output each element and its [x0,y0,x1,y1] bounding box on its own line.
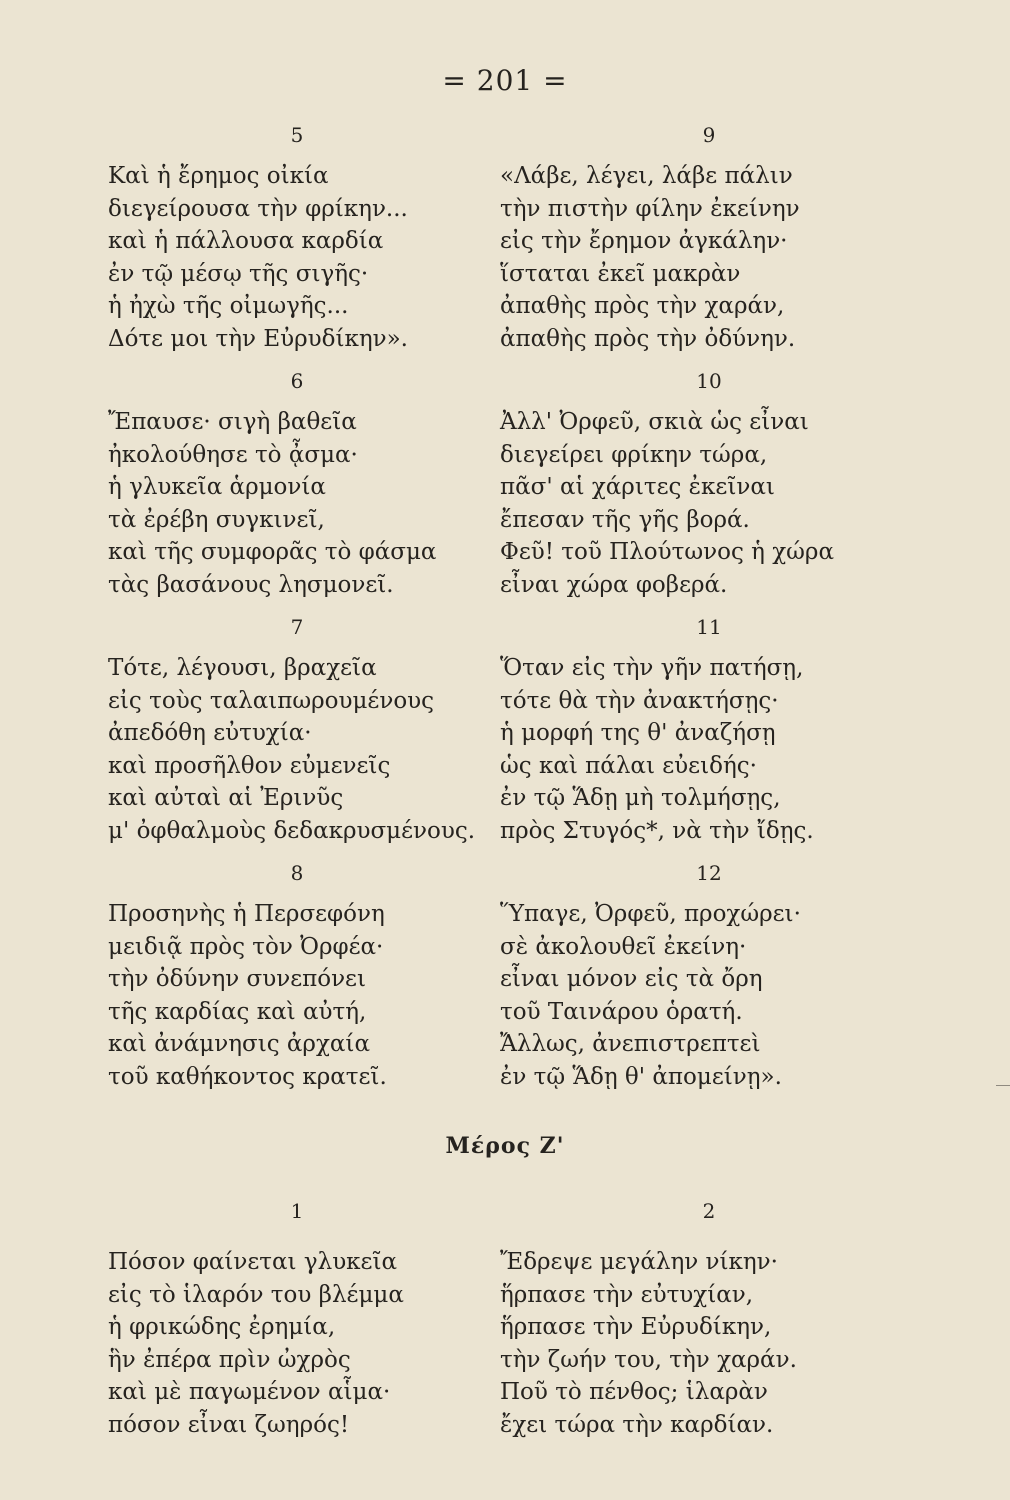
verse-line: τοῦ Ταινάρου ὁρατή. [500,998,743,1025]
stanza-number: 7 [290,615,304,639]
verse-line: ἡ ἠχὼ τῆς οἰμωγῆς... [108,293,349,319]
page-edge-mark [996,1085,1010,1086]
verse-line: Ἄλλως, ἀνεπιστρεπτεὶ [500,1031,761,1057]
verse-line: Ποῦ τὸ πένθος; ἱλαρὰν [500,1379,768,1405]
stanza-number: 9 [702,123,716,147]
verse-line: διεγείρει φρίκην τώρα, [500,441,768,468]
stanza [500,120,890,355]
stanza-number: 10 [696,369,722,393]
stanza-number: 6 [290,369,304,393]
verse-line: Ἔπαυσε· σιγὴ βαθεῖα [108,409,357,435]
verse-line: Ὅταν εἰς τὴν γῆν πατήσῃ, [500,655,804,681]
verse-line: τοῦ καθήκοντος κρατεῖ. [108,1063,387,1090]
verse-line: ἔπεσαν τῆς γῆς βορά. [500,506,750,533]
stanza-verse [500,160,890,355]
verse-line: ἥρπασε τὴν Εὐρυδίκην, [500,1314,772,1340]
verse-line: ἡ μορφή της θ' ἀναζήσῃ [500,720,776,746]
verse-line: «Λάβε, λέγει, λάβε πάλιν [500,163,793,189]
stanza [108,1196,498,1441]
verse-line: Καὶ ἡ ἔρημος οἰκία [108,163,329,189]
verse-line: ἥρπασε τὴν εὐτυχίαν, [500,1281,754,1308]
verse-line: ἣν ἐπέρα πρὶν ὠχρὸς [108,1346,351,1373]
verse-line: Φεῦ! τοῦ Πλούτωνος ἡ χώρα [500,539,834,565]
stanza-verse [108,406,498,601]
verse-line: τὴν πιστὴν φίλην ἐκείνην [500,195,800,222]
verse-line: Δότε μοι τὴν Εὐρυδίκην». [108,325,408,352]
verse-line: ἀπαθὴς πρὸς τὴν ὀδύνην. [500,325,796,352]
part-heading: Μέρος Ζ' [445,1133,565,1159]
verse-line: Πόσον φαίνεται γλυκεῖα [108,1249,398,1275]
verse-line: διεγείρουσα τὴν φρίκην... [108,195,408,222]
verse-line: Τότε, λέγουσι, βραχεῖα [108,655,377,681]
verse-line: τῆς καρδίας καὶ αὐτή, [108,998,367,1025]
stanza [108,612,498,847]
stanza-number: 5 [290,123,304,147]
verse-line: πόσον εἶναι ζωηρός! [108,1411,350,1438]
verse-line: ἵσταται ἐκεῖ μακρὰν [500,260,741,287]
verse-line: εἰς τὸ ἱλαρόν του βλέμμα [108,1281,404,1308]
stanza-number: 12 [696,861,722,885]
verse-line: ἀπεδόθη εὐτυχία· [108,720,312,746]
verse-line: ἡ γλυκεῖα ἁρμονία [108,474,326,500]
verse-line: καὶ ἡ πάλλουσα καρδία [108,228,384,254]
stanza-verse [108,652,498,847]
verse-line: τότε θὰ τὴν ἀνακτήσῃς· [500,687,779,714]
stanza-verse [500,406,890,601]
stanza [500,1196,890,1441]
verse-line: τὴν ὀδύνην συνεπόνει [108,966,366,992]
stanza-number: 1 [290,1199,304,1223]
stanza-verse [500,898,890,1093]
verse-line: μειδιᾷ πρὸς τὸν Ὀρφέα· [108,933,384,960]
verse-line: εἰς τὴν ἔρημον ἀγκάλην· [500,228,788,254]
verse-line: Προσηνὴς ἡ Περσεφόνη [108,901,385,927]
verse-line: ἐν τῷ Ἅδῃ θ' ἀπομείνῃ». [500,1063,782,1090]
verse-line: ἠκολούθησε τὸ ᾆσμα· [108,441,358,468]
verse-line: εἶναι χώρα φοβερά. [500,571,728,598]
verse-line: ἡ φρικώδης ἐρημία, [108,1314,336,1340]
stanza [500,366,890,601]
stanza [108,858,498,1093]
stanza [108,120,498,355]
verse-line: ἀπαθὴς πρὸς τὴν χαράν, [500,293,785,319]
verse-line: ἐν τῷ Ἅδῃ μὴ τολμήσῃς, [500,785,781,811]
verse-line: τὰ ἐρέβη συγκινεῖ, [108,506,325,533]
stanza-number: 8 [290,861,304,885]
verse-line: τὰς βασάνους λησμονεῖ. [108,571,394,598]
verse-line: τὴν ζωήν του, τὴν χαράν. [500,1346,797,1373]
verse-line: καὶ προσῆλθον εὐμενεῖς [108,752,391,779]
verse-line: Ἔδρεψε μεγάλην νίκην· [500,1249,778,1275]
stanza [108,366,498,601]
stanza [500,612,890,847]
page-number: = 201 = [442,64,568,97]
stanza-verse [500,1246,890,1441]
verse-line: Ἀλλ' Ὀρφεῦ, σκιὰ ὡς εἶναι [500,409,809,435]
verse-line: σὲ ἀκολουθεῖ ἐκείνη· [500,933,747,960]
stanza-verse [108,898,498,1093]
verse-line: ἔχει τώρα τὴν καρδίαν. [500,1411,774,1438]
verse-line: ἐν τῷ μέσῳ τῆς σιγῆς· [108,260,369,287]
verse-line: Ὕπαγε, Ὀρφεῦ, προχώρει· [500,901,801,927]
stanza-verse [500,652,890,847]
stanza-number: 11 [696,615,722,639]
verse-line: μ' ὀφθαλμοὺς δεδακρυσμένους. [108,817,476,844]
verse-line: πᾶσ' αἱ χάριτες ἐκεῖναι [500,474,775,500]
verse-line: καὶ αὐταὶ αἱ Ἐρινῦς [108,785,344,811]
verse-line: ὡς καὶ πάλαι εὐειδής· [500,752,757,779]
verse-line: εἶναι μόνον εἰς τὰ ὄρη [500,966,763,992]
verse-line: καὶ τῆς συμφορᾶς τὸ φάσμα [108,539,437,565]
verse-line: καὶ ἀνάμνησις ἀρχαία [108,1031,370,1057]
stanza-number: 2 [702,1199,716,1223]
verse-line: πρὸς Στυγός*, νὰ τὴν ἴδῃς. [500,817,814,844]
verse-line: εἰς τοὺς ταλαιπωρουμένους [108,687,435,714]
verse-line: καὶ μὲ παγωμένον αἷμα· [108,1379,391,1405]
stanza [500,858,890,1093]
stanza-verse [108,1246,498,1441]
stanza-verse [108,160,498,355]
